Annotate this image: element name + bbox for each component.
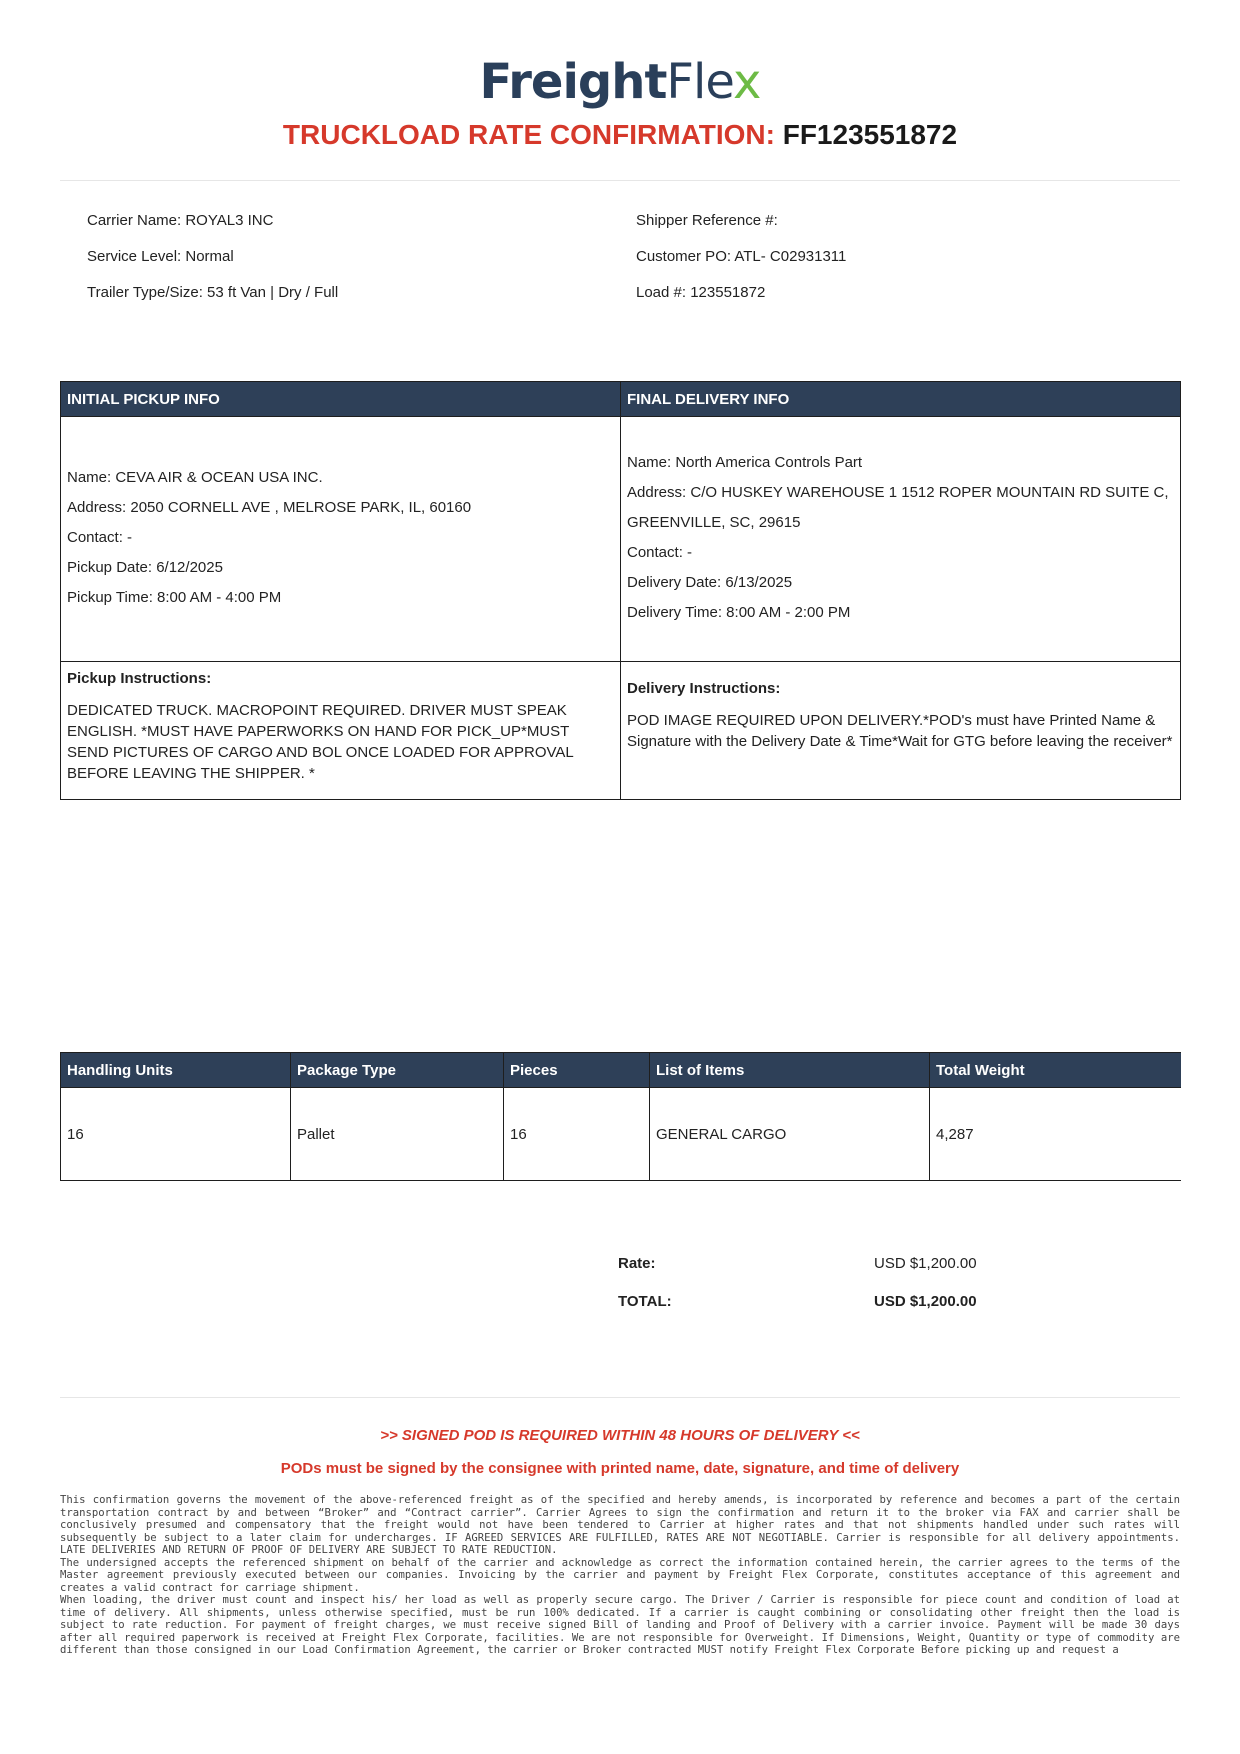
trailer-type: Trailer Type/Size: 53 ft Van | Dry / Full xyxy=(87,284,339,301)
pickup-instructions-label: Pickup Instructions: xyxy=(67,670,212,687)
delivery-info-cell xyxy=(621,417,1181,662)
delivery-instructions-text: POD IMAGE REQUIRED UPON DELIVERY.*POD's must have Printed Name & Signature with the Delivery Date & Time*Wait for GTG before leaving the receiver* xyxy=(627,712,1173,750)
total-label: TOTAL: xyxy=(618,1293,672,1310)
pickup-instructions-text: DEDICATED TRUCK. MACROPOINT REQUIRED. DRIVER MUST SPEAK ENGLISH. *MUST HAVE PAPERWORKS ON HAND FOR PICK_UP*MUST SEND PICTURES OF CARGO AND BOL ONCE LOADED FOR APPROVAL BEFORE LEAVING THE SHIPPER. * xyxy=(67,702,574,782)
logo-x-mark: x xyxy=(733,54,761,110)
delivery-address-line1: Address: C/O HUSKEY WAREHOUSE 1 1512 ROPER MOUNTAIN RD SUITE C, xyxy=(627,484,1169,501)
delivery-header: FINAL DELIVERY INFO xyxy=(621,382,1181,417)
header-divider xyxy=(60,180,1180,181)
cell-total-weight: 4,287 xyxy=(930,1088,1181,1181)
confirmation-number: FF123551872 xyxy=(782,119,958,150)
pickup-delivery-table xyxy=(60,381,1181,800)
total-value: USD $1,200.00 xyxy=(874,1293,977,1310)
logo-word-freight: Freight xyxy=(479,54,667,110)
cell-package-type: Pallet xyxy=(291,1088,504,1181)
load-number: Load #: 123551872 xyxy=(636,284,766,301)
cell-pieces: 16 xyxy=(504,1088,650,1181)
terms-and-conditions: This confirmation governs the movement of the above-referenced freight as of the specified and hereby amends, is incorporated by reference and becomes a part of the certain transportation contract by and between “Broker” and “Contract carrier”. Carrier Agrees to sign the confirmation and return it to the broker via FAX and carrier shall be conclusively presumed and compensatory that the freight would not have been tendered to Carrier at higher rates and that not shipments handled under such rates will subsequently be subject to a later claim for undercharges. IF AGREED SERVICES ARE FULFILLED, RATES ARE NOT NEGOTIABLE. Carrier is responsible for all delivery appointments. LATE DELIVERIES AND RETURN OF PROOF OF DELIVERY ARE SUBJECT TO RATE REDUCTION. The undersigned accepts the referenced shipment on behalf of the carrier and acknowledge as correct the information contained herein, the carrier agrees to the terms of the Master agreement previously executed between our companies. Invoicing by the carrier and payment by Freight Flex Corporate, constitutes acceptance of this agreement and creates a valid contract for carriage shipment. When loading, the driver must count and inspect his/ her load as well as properly secure cargo. The Driver / Carrier is responsible for piece count and condition of load at time of delivery. All shipments, unless otherwise specified, must be run 100% dedicated. If a carrier is caught combining or consolidating other freight then the load is subject to rate reduction. For payment of freight charges, we must receive signed Bill of landing and Proof of Delivery with a carrier invoice. Payment will be made 30 days after all required paperwork is received at Freight Flex Corporate, facilities. We are not responsible for Overweight. If Dimensions, Weight, Quantity or type of commodity are different than those consigned in our Load Confirmation Agreement, the carrier or Broker contracted MUST notify Freight Flex Corporate Before picking up and request a xyxy=(60,1494,1180,1656)
pickup-contact: Contact: - xyxy=(67,529,133,546)
pickup-header: INITIAL PICKUP INFO xyxy=(61,382,621,417)
delivery-name: Name: North America Controls Part xyxy=(627,454,863,471)
pickup-instructions-cell xyxy=(61,662,621,800)
col-list-of-items: List of Items xyxy=(650,1053,930,1088)
rate-value: USD $1,200.00 xyxy=(874,1255,977,1272)
delivery-instructions-cell xyxy=(621,662,1181,800)
col-pieces: Pieces xyxy=(504,1053,650,1088)
pickup-time: Pickup Time: 8:00 AM - 4:00 PM xyxy=(67,589,282,606)
shipper-reference: Shipper Reference #: xyxy=(636,212,778,229)
table-row xyxy=(61,1088,1181,1181)
pod-required-notice: >> SIGNED POD IS REQUIRED WITHIN 48 HOURS OF DELIVERY << xyxy=(380,1427,860,1444)
rate-label: Rate: xyxy=(618,1255,656,1272)
pod-signature-notice: PODs must be signed by the consignee with printed name, date, signature, and time of delivery xyxy=(280,1460,960,1477)
items-table xyxy=(60,1052,1181,1181)
pickup-info-cell xyxy=(61,417,621,662)
logo-word-flex: Fle xyxy=(666,54,734,110)
carrier-name: Carrier Name: ROYAL3 INC xyxy=(87,212,274,229)
service-level: Service Level: Normal xyxy=(87,248,234,265)
footer-divider xyxy=(60,1397,1180,1398)
freightflex-logo xyxy=(0,52,1240,112)
col-total-weight: Total Weight xyxy=(930,1053,1181,1088)
delivery-instructions-label: Delivery Instructions: xyxy=(627,680,781,697)
customer-po: Customer PO: ATL- C02931311 xyxy=(636,248,847,265)
col-handling-units: Handling Units xyxy=(61,1053,291,1088)
pickup-date: Pickup Date: 6/12/2025 xyxy=(67,559,223,576)
delivery-contact: Contact: - xyxy=(627,544,693,561)
cell-handling-units: 16 xyxy=(61,1088,291,1181)
pickup-address: Address: 2050 CORNELL AVE , MELROSE PARK, IL, 60160 xyxy=(67,499,472,516)
delivery-date: Delivery Date: 6/13/2025 xyxy=(627,574,793,591)
delivery-address-line2: GREENVILLE, SC, 29615 xyxy=(627,514,801,531)
delivery-time: Delivery Time: 8:00 AM - 2:00 PM xyxy=(627,604,851,621)
page-title xyxy=(0,118,1240,152)
title-label: TRUCKLOAD RATE CONFIRMATION: xyxy=(282,119,775,150)
cell-list-of-items: GENERAL CARGO xyxy=(650,1088,930,1181)
pickup-name: Name: CEVA AIR & OCEAN USA INC. xyxy=(67,469,323,486)
col-package-type: Package Type xyxy=(291,1053,504,1088)
